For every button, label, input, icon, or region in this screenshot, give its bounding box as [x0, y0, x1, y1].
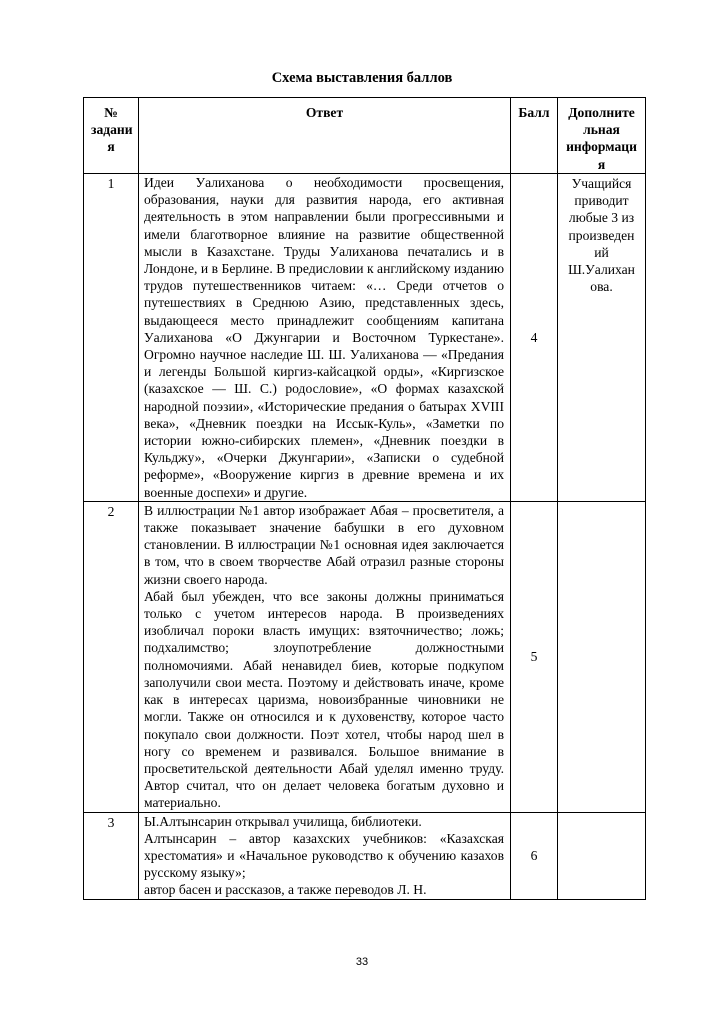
answer-paragraph: Идеи Уалиханова о необходимости просвещения, образования, науки для развития народа, его активная деятельность в этом направлении были прогрессивными и имели благотворное влияние на развитие общественной мысли в Казахстане. Труды Уалиханова печатались и в Лондоне, и в Берлине. В предисловии к английскому изданию трудов путешественников читаем: «… Среди отчетов о путешествиях в Среднюю Азию, представленных здесь, выдающееся место принадлежит сообщениям капитана Уалиханова «О Джунгарии и Восточном Туркестане». Огромно научное наследие Ш. Ш. Уалиханова — «Предания и легенды Большой киргиз-кайсацкой орды», «Киргизское (казахское — Ш. С.) родословие», «О формах казахской народной поэзии», «Исторические предания о батырах XVIII века», «Дневник поездки на Иссык-Куль», «Заметки по истории южно-сибирских племен», «Дневник поездки в Кульджу», «Очерки Джунгарии», «Записки о судебной реформе», «Вооружение киргиз в древние времена и их военные доспехи» и другие.: [144, 175, 504, 500]
answer-paragraph: Абай был убежден, что все законы должны приниматься только с учетом интересов народа. В произведениях изобличал пороки власть имущих: взяточничество; ложь; подхалимство; злоупотребление должностными полномочиями. Абай ненавидел биев, которые подкупом заполучили свои места. Поэтому и действовать иначе, кроме как в интересах царизма, новоизбранные чиновники не могли. Также он относился и к духовенству, которое часто покупало свои должности. Поэт хотел, чтобы народ шел в ногу со временем и развивался. Большое внимание в просветительской деятельности Абай уделял именно труду. Автор считал, что он делает человека богатым духовно и материально.: [144, 588, 504, 811]
row-extra: [558, 501, 646, 812]
row-score: 6: [511, 812, 558, 899]
row-answer: [139, 812, 511, 899]
header-extra: Дополните льная информаци я: [558, 98, 646, 174]
row-answer: [139, 174, 511, 502]
answer-paragraph: Алтынсарин – автор казахских учебников: «Казахская хрестоматия» и «Начальное руководство к обучению казахов русскому языку»;: [144, 830, 504, 881]
header-score: Балл: [511, 98, 558, 174]
header-num: № задани я: [84, 98, 139, 174]
table-row: [84, 501, 646, 812]
header-answer: Ответ: [139, 98, 511, 174]
row-extra: [558, 812, 646, 899]
row-num: 1: [84, 174, 139, 502]
scoring-table: [83, 97, 646, 900]
page-number: 33: [355, 956, 369, 968]
answer-paragraph: автор басен и рассказов, а также переводов Л. Н.: [144, 882, 427, 898]
answer-paragraph: Ы.Алтынсарин открывал училища, библиотеки.: [144, 813, 422, 829]
page-title: Схема выставления баллов: [271, 70, 453, 86]
row-answer: [139, 501, 511, 812]
table-row: [84, 812, 646, 899]
row-score: 5: [511, 501, 558, 812]
row-score: 4: [511, 174, 558, 502]
answer-paragraph: В иллюстрации №1 автор изображает Абая – просветителя, а также показывает значение бабушки в его духовном становлении. В иллюстрации №1 основная идея заключается в том, что в своем творчестве Абай отразил разные стороны жизни своего народа.: [144, 502, 504, 587]
table-header-row: [84, 98, 646, 174]
row-num: 3: [84, 812, 139, 899]
table-row: [84, 174, 646, 502]
row-extra: Учащийся приводит любые 3 из произведен ий Ш.Уалихан ова.: [558, 174, 646, 502]
row-num: 2: [84, 501, 139, 812]
